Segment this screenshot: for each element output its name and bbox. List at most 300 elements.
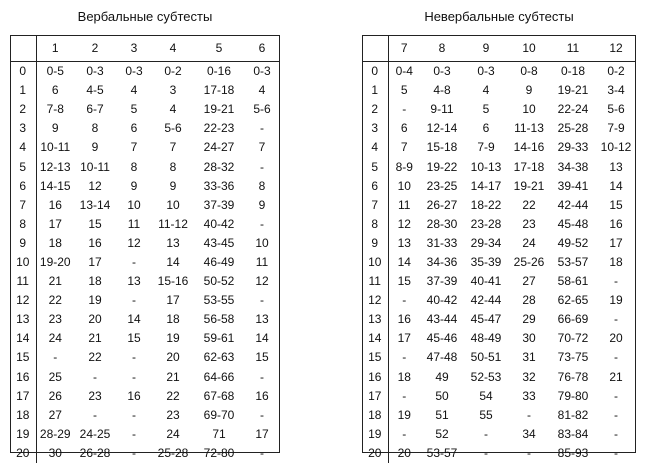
- raw-score-cell: 24-25: [79, 426, 111, 441]
- table-row: [10, 272, 280, 291]
- raw-score-cell: 21: [609, 369, 623, 384]
- nonverbal-table: [362, 35, 636, 463]
- table-row: [10, 138, 280, 157]
- verbal-table: [10, 35, 280, 463]
- raw-score-cell: 17: [88, 254, 102, 269]
- column-header: 9: [464, 35, 508, 62]
- raw-score-cell: 9: [91, 140, 99, 155]
- scaled-score-label: 0: [362, 62, 388, 82]
- raw-score-cell: 33-36: [203, 178, 235, 193]
- scaled-score-label: 1: [10, 81, 36, 100]
- raw-score-cell: 31: [522, 350, 536, 365]
- scaled-score-label: 4: [362, 138, 388, 157]
- raw-score-cell: 12-13: [39, 159, 71, 174]
- raw-score-cell: 17: [397, 331, 411, 346]
- table-row: [10, 119, 280, 138]
- raw-score-cell: 8: [130, 159, 138, 174]
- raw-score-cell: 22: [522, 197, 536, 212]
- raw-score-cell: 10-11: [80, 159, 110, 174]
- raw-score-cell: 0-8: [520, 64, 538, 79]
- raw-score-cell: 4: [169, 102, 177, 117]
- raw-score-cell: 16: [127, 388, 141, 403]
- table-row: [10, 368, 280, 387]
- raw-score-cell: 8: [169, 159, 177, 174]
- raw-score-cell: 23: [88, 388, 102, 403]
- column-header: 8: [420, 35, 464, 62]
- table-row: [362, 215, 636, 234]
- raw-score-cell: 18-22: [470, 197, 502, 212]
- scaled-score-label: 15: [10, 348, 36, 367]
- raw-score-cell: 12: [88, 178, 102, 193]
- raw-score-cell: 30: [522, 331, 536, 346]
- raw-score-cell: 20: [166, 350, 180, 365]
- raw-score-cell: -: [614, 407, 618, 422]
- raw-score-cell: 53-55: [203, 293, 235, 308]
- table-row: [362, 253, 636, 272]
- scaled-score-label: 8: [10, 215, 36, 234]
- raw-score-cell: 6: [482, 121, 490, 136]
- raw-score-cell: 5-6: [253, 102, 271, 117]
- raw-score-cell: 14: [397, 254, 411, 269]
- raw-score-cell: 20: [88, 312, 102, 327]
- scaled-score-label: 12: [10, 291, 36, 310]
- raw-score-cell: 28-30: [426, 216, 458, 231]
- table-row: [362, 368, 636, 387]
- verbal-title: Вербальные субтесты: [77, 9, 213, 24]
- table-row: [362, 310, 636, 329]
- raw-score-cell: -: [260, 216, 264, 231]
- raw-score-cell: -: [132, 350, 136, 365]
- column-header: 2: [74, 35, 116, 62]
- raw-score-cell: 7-9: [477, 140, 495, 155]
- raw-score-cell: -: [614, 350, 618, 365]
- scaled-score-label: 16: [10, 368, 36, 387]
- raw-score-cell: 26-28: [79, 445, 111, 460]
- raw-score-cell: 49: [435, 369, 449, 384]
- raw-score-cell: 83-84: [557, 426, 589, 441]
- column-header: 1: [36, 35, 74, 62]
- table-row: [10, 406, 280, 425]
- scaled-score-label: 5: [10, 157, 36, 176]
- raw-score-cell: 53-57: [426, 445, 458, 460]
- raw-score-cell: 9: [130, 178, 138, 193]
- scaled-score-label: 18: [10, 406, 36, 425]
- raw-score-cell: 10-13: [470, 159, 502, 174]
- raw-score-cell: 13-14: [79, 197, 111, 212]
- raw-score-cell: 37-39: [426, 274, 458, 289]
- raw-score-cell: 70-72: [557, 331, 589, 346]
- raw-score-cell: 14-15: [39, 178, 71, 193]
- raw-score-cell: 5: [482, 102, 490, 117]
- raw-score-cell: 0-18: [560, 64, 586, 79]
- raw-score-cell: 16: [255, 388, 269, 403]
- scaled-score-label: 10: [10, 253, 36, 272]
- raw-score-cell: 7: [169, 140, 177, 155]
- raw-score-cell: 0-4: [395, 64, 413, 79]
- table-row: [10, 291, 280, 310]
- raw-score-cell: 10-11: [40, 140, 71, 155]
- raw-score-cell: 21: [166, 369, 180, 384]
- raw-score-cell: 40-42: [426, 293, 458, 308]
- raw-score-cell: -: [614, 312, 618, 327]
- raw-score-cell: 18: [166, 312, 180, 327]
- raw-score-cell: 45-47: [470, 312, 502, 327]
- raw-score-cell: 9: [525, 83, 533, 98]
- column-header: 5: [194, 35, 244, 62]
- table-row: [362, 272, 636, 291]
- scaled-score-label: 20: [362, 444, 388, 463]
- raw-score-cell: 0-3: [433, 64, 451, 79]
- raw-score-cell: 0-3: [253, 64, 271, 79]
- scaled-score-label: 19: [10, 425, 36, 444]
- raw-score-cell: 49-52: [557, 235, 589, 250]
- raw-score-cell: -: [260, 121, 264, 136]
- raw-score-cell: 7-9: [607, 121, 625, 136]
- table-row: [362, 387, 636, 406]
- table-row: [362, 406, 636, 425]
- header-corner-cell: [362, 35, 388, 62]
- raw-score-cell: -: [527, 407, 531, 422]
- raw-score-cell: 6-7: [86, 102, 104, 117]
- raw-score-cell: 17-18: [203, 83, 235, 98]
- table-row: [362, 177, 636, 196]
- raw-score-cell: 0-16: [206, 64, 232, 79]
- table-row: [10, 253, 280, 272]
- raw-score-cell: 19: [88, 293, 102, 308]
- raw-score-cell: 33: [522, 388, 536, 403]
- raw-score-cell: 34-36: [426, 254, 458, 269]
- raw-score-cell: 16: [88, 235, 102, 250]
- raw-score-cell: 18: [397, 369, 411, 384]
- table-row: [362, 291, 636, 310]
- raw-score-cell: 18: [48, 235, 62, 250]
- raw-score-cell: 18: [609, 254, 623, 269]
- raw-score-cell: -: [484, 445, 488, 460]
- raw-score-cell: -: [132, 407, 136, 422]
- raw-score-cell: 24-27: [203, 140, 235, 155]
- table-row: [10, 348, 280, 367]
- table-row: [10, 234, 280, 253]
- raw-score-cell: -: [614, 388, 618, 403]
- raw-score-cell: -: [527, 445, 531, 460]
- raw-score-cell: 4-5: [86, 83, 104, 98]
- scaled-score-label: 14: [362, 329, 388, 348]
- scaled-score-label: 16: [362, 368, 388, 387]
- raw-score-cell: 7: [130, 140, 138, 155]
- table-row: [362, 138, 636, 157]
- raw-score-cell: 62-65: [557, 293, 589, 308]
- raw-score-cell: 30: [48, 445, 62, 460]
- raw-score-cell: 14: [609, 178, 623, 193]
- raw-score-cell: 8: [91, 121, 99, 136]
- raw-score-cell: 13: [609, 159, 623, 174]
- table-row: [10, 444, 280, 463]
- raw-score-cell: 17: [255, 426, 269, 441]
- raw-score-cell: 15-16: [157, 274, 189, 289]
- raw-score-cell: 12: [255, 274, 269, 289]
- raw-score-cell: 48-49: [470, 331, 502, 346]
- raw-score-cell: 13: [166, 235, 180, 250]
- raw-score-cell: 13: [127, 274, 141, 289]
- raw-score-cell: 14-16: [513, 140, 545, 155]
- scaled-score-label: 19: [362, 425, 388, 444]
- nonverbal-table-body: [362, 62, 636, 463]
- raw-score-cell: 0-3: [86, 64, 104, 79]
- raw-score-cell: 20: [397, 445, 411, 460]
- raw-score-cell: 58-61: [557, 274, 589, 289]
- scaled-score-label: 13: [10, 310, 36, 329]
- raw-score-cell: 4: [258, 83, 266, 98]
- raw-score-cell: 52: [435, 426, 449, 441]
- raw-score-cell: 3: [169, 83, 177, 98]
- raw-score-cell: 45-46: [426, 331, 458, 346]
- column-header: 10: [508, 35, 550, 62]
- table-row: [10, 425, 280, 444]
- raw-score-cell: 0-5: [46, 64, 64, 79]
- raw-score-cell: 16: [48, 197, 62, 212]
- scaled-score-label: 5: [362, 157, 388, 176]
- raw-score-cell: 37-39: [203, 197, 235, 212]
- raw-score-cell: 23-28: [470, 216, 502, 231]
- raw-score-cell: -: [53, 350, 58, 365]
- raw-score-cell: 15: [127, 331, 141, 346]
- raw-score-cell: 29: [522, 312, 536, 327]
- table-row: [10, 387, 280, 406]
- raw-score-cell: 10-12: [600, 140, 632, 155]
- raw-score-cell: 11-12: [158, 216, 188, 231]
- raw-score-cell: -: [132, 369, 136, 384]
- raw-score-cell: 13: [255, 312, 269, 327]
- raw-score-cell: 46-49: [203, 254, 235, 269]
- raw-score-cell: 69-70: [203, 407, 235, 422]
- raw-score-cell: 28: [522, 293, 536, 308]
- raw-score-cell: -: [93, 369, 97, 384]
- scaled-score-label: 3: [10, 119, 36, 138]
- table-row: [362, 348, 636, 367]
- raw-score-cell: -: [132, 254, 136, 269]
- raw-score-cell: 10: [127, 197, 141, 212]
- raw-score-cell: 12: [397, 216, 411, 231]
- raw-score-cell: -: [402, 293, 407, 308]
- raw-score-cell: -: [614, 274, 618, 289]
- scaled-score-label: 17: [362, 387, 388, 406]
- raw-score-cell: 85-93: [557, 445, 589, 460]
- raw-score-cell: 81-82: [557, 407, 589, 422]
- raw-score-cell: 54: [479, 388, 493, 403]
- table-row: [10, 157, 280, 176]
- raw-score-cell: 73-75: [557, 350, 589, 365]
- raw-score-cell: 29-34: [470, 235, 502, 250]
- raw-score-cell: 72-80: [203, 445, 235, 460]
- raw-score-cell: 50: [435, 388, 449, 403]
- raw-score-cell: 25: [48, 369, 62, 384]
- raw-score-cell: 15: [609, 197, 623, 212]
- raw-score-cell: 4: [130, 83, 138, 98]
- raw-score-cell: 22: [48, 293, 62, 308]
- raw-score-cell: -: [614, 445, 618, 460]
- column-header: 11: [550, 35, 596, 62]
- raw-score-cell: 15: [88, 216, 102, 231]
- raw-score-cell: -: [260, 159, 264, 174]
- raw-score-cell: 26: [48, 388, 62, 403]
- raw-score-cell: -: [132, 445, 136, 460]
- raw-score-cell: 15: [397, 274, 411, 289]
- raw-score-cell: 9: [169, 178, 177, 193]
- table-row: [10, 62, 280, 82]
- raw-score-cell: 66-69: [557, 312, 589, 327]
- raw-score-cell: 11-13: [514, 121, 544, 136]
- raw-score-cell: 16: [397, 312, 411, 327]
- raw-score-cell: 20: [609, 331, 623, 346]
- raw-score-cell: 8: [258, 178, 266, 193]
- raw-score-cell: 28-29: [39, 426, 71, 441]
- raw-score-cell: 19-20: [39, 254, 71, 269]
- scaled-score-label: 15: [362, 348, 388, 367]
- raw-score-cell: 9-11: [430, 102, 454, 117]
- raw-score-cell: 23: [522, 216, 536, 231]
- raw-score-cell: 28-32: [203, 159, 235, 174]
- raw-score-cell: 6: [130, 121, 138, 136]
- table-row: [362, 196, 636, 215]
- raw-score-cell: 42-44: [470, 293, 502, 308]
- raw-score-cell: 23: [166, 407, 180, 422]
- raw-score-cell: 21: [88, 331, 102, 346]
- verbal-table-body: [10, 62, 280, 463]
- raw-score-cell: 19-21: [513, 178, 545, 193]
- column-header: 4: [152, 35, 194, 62]
- raw-score-cell: 43-45: [203, 235, 235, 250]
- raw-score-cell: 15: [255, 350, 269, 365]
- scaled-score-label: 1: [362, 81, 388, 100]
- raw-score-cell: 19: [609, 293, 623, 308]
- raw-score-cell: 6: [400, 121, 408, 136]
- raw-score-cell: -: [260, 293, 264, 308]
- raw-score-cell: 51: [435, 407, 449, 422]
- raw-score-cell: 32: [522, 369, 536, 384]
- verbal-header-row: [10, 35, 280, 62]
- table-row: [10, 81, 280, 100]
- nonverbal-title: Невербальные субтесты: [424, 9, 574, 24]
- raw-score-cell: 12: [127, 235, 141, 250]
- column-header: 7: [388, 35, 420, 62]
- column-header: 12: [596, 35, 636, 62]
- raw-score-cell: 24: [166, 426, 180, 441]
- raw-score-cell: 24: [522, 235, 536, 250]
- raw-score-cell: -: [402, 102, 407, 117]
- raw-score-cell: 62-63: [203, 350, 235, 365]
- raw-score-cell: 9: [51, 121, 59, 136]
- raw-score-cell: 52-53: [470, 369, 502, 384]
- raw-score-cell: 19-21: [557, 83, 589, 98]
- scaled-score-label: 7: [10, 196, 36, 215]
- scaled-score-label: 6: [362, 177, 388, 196]
- raw-score-cell: 13: [397, 235, 411, 250]
- table-row: [10, 310, 280, 329]
- raw-score-cell: -: [93, 407, 97, 422]
- table-row: [362, 100, 636, 119]
- raw-score-cell: -: [132, 426, 136, 441]
- raw-score-cell: 10: [255, 235, 269, 250]
- raw-score-cell: 55: [479, 407, 493, 422]
- scaled-score-label: 2: [362, 100, 388, 119]
- raw-score-cell: 11: [398, 197, 411, 212]
- raw-score-cell: 50-52: [203, 274, 235, 289]
- raw-score-cell: 10: [166, 197, 180, 212]
- nonverbal-header-row: [362, 35, 636, 62]
- raw-score-cell: 23-25: [426, 178, 458, 193]
- raw-score-cell: 17: [166, 293, 180, 308]
- raw-score-cell: 5: [130, 102, 138, 117]
- raw-score-cell: 6: [51, 83, 59, 98]
- raw-score-cell: 16: [609, 216, 623, 231]
- raw-score-cell: 14-17: [470, 178, 502, 193]
- table-row: [362, 444, 636, 463]
- raw-score-cell: -: [132, 293, 136, 308]
- raw-score-cell: -: [402, 388, 407, 403]
- raw-score-cell: 43-44: [426, 312, 458, 327]
- raw-score-cell: 27: [48, 407, 62, 422]
- raw-score-cell: 53-57: [557, 254, 589, 269]
- raw-score-cell: 7-8: [46, 102, 64, 117]
- raw-score-cell: 29-33: [557, 140, 589, 155]
- table-row: [10, 329, 280, 348]
- table-row: [10, 177, 280, 196]
- table-row: [362, 157, 636, 176]
- scaled-score-label: 7: [362, 196, 388, 215]
- raw-score-cell: 17-18: [513, 159, 545, 174]
- scaled-score-label: 3: [362, 119, 388, 138]
- raw-score-cell: 19: [166, 331, 180, 346]
- raw-score-cell: 0-3: [125, 64, 143, 79]
- raw-score-cell: 64-66: [203, 369, 235, 384]
- raw-score-cell: -: [402, 350, 407, 365]
- scaled-score-label: 6: [10, 177, 36, 196]
- raw-score-cell: 19-21: [203, 102, 235, 117]
- raw-score-cell: 22: [88, 350, 102, 365]
- raw-score-cell: 50-51: [470, 350, 502, 365]
- raw-score-cell: -: [260, 407, 264, 422]
- raw-score-cell: 0-3: [477, 64, 495, 79]
- raw-score-cell: 79-80: [557, 388, 589, 403]
- column-header: 3: [116, 35, 152, 62]
- raw-score-cell: 3-4: [607, 83, 625, 98]
- raw-score-cell: 40-41: [470, 274, 502, 289]
- table-row: [362, 119, 636, 138]
- raw-score-cell: 19-22: [426, 159, 458, 174]
- raw-score-cell: 7: [258, 140, 266, 155]
- scaled-score-label: 14: [10, 329, 36, 348]
- raw-score-cell: 71: [212, 426, 226, 441]
- raw-score-cell: 19: [397, 407, 411, 422]
- scaled-score-label: 12: [362, 291, 388, 310]
- raw-score-cell: 22-23: [203, 121, 235, 136]
- raw-score-cell: 25-26: [513, 254, 545, 269]
- table-row: [362, 81, 636, 100]
- raw-score-cell: 22-24: [557, 102, 589, 117]
- header-corner-cell: [10, 35, 36, 62]
- raw-score-cell: 67-68: [203, 388, 235, 403]
- scaled-score-label: 18: [362, 406, 388, 425]
- table-row: [10, 196, 280, 215]
- raw-score-cell: 35-39: [470, 254, 502, 269]
- table-row: [362, 329, 636, 348]
- raw-score-cell: 10: [522, 102, 536, 117]
- raw-score-cell: 15-18: [426, 140, 458, 155]
- raw-score-cell: 25-28: [557, 121, 589, 136]
- raw-score-cell: 76-78: [557, 369, 589, 384]
- scaled-score-label: 11: [362, 272, 388, 291]
- raw-score-cell: 14: [127, 312, 141, 327]
